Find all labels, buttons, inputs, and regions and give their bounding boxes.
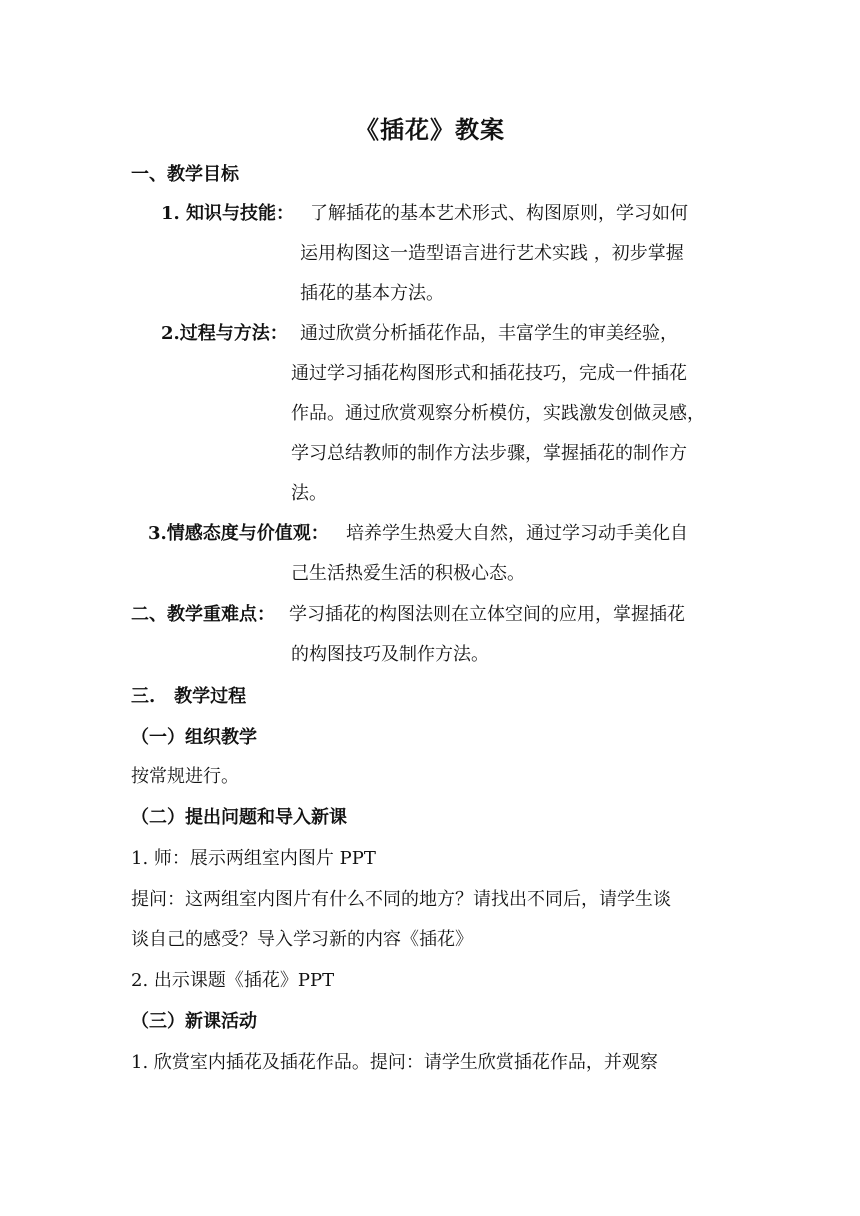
body-line: 1. 师：展示两组室内图片 PPT [131,848,376,869]
key-points-line: 的构图技巧及制作方法。 [291,644,489,665]
body-line: 提问：这两组室内图片有什么不同的地方？请找出不同后，请学生谈 [131,889,671,910]
section-heading-objectives: 一、教学目标 [131,164,239,185]
body-line: 2. 出示课题《插花》PPT [131,970,335,991]
key-points-line: 学习插花的构图法则在立体空间的应用，掌握插花 [289,604,685,625]
objective-2-line: 通过学习插花构图形式和插花技巧，完成一件插花 [291,363,687,384]
objective-2-line: 通过欣赏分析插花作品，丰富学生的审美经验， [300,323,678,344]
part-heading-organize: （一）组织教学 [131,727,257,748]
objective-2-line: 作品。通过欣赏观察分析模仿，实践激发创做灵感， [291,403,705,424]
objective-3-label: 3.情感态度与价值观： [148,523,329,544]
objective-2-line: 法。 [291,483,327,504]
body-line: 谈自己的感受？导入学习新的内容《插花》 [131,929,473,950]
body-line: 1. 欣赏室内插花及插花作品。提问：请学生欣赏插花作品，并观察 [131,1052,658,1073]
document-title: 《插花》教案 [355,115,505,144]
body-line: 按常规进行。 [131,766,239,787]
objective-1-label: 1. 知识与技能： [161,203,295,224]
objective-2-label: 2.过程与方法： [161,323,288,344]
objective-1-line: 插花的基本方法。 [300,283,444,304]
objective-3-line: 己生活热爱生活的积极心态。 [291,563,525,584]
objective-3-line: 培养学生热爱大自然，通过学习动手美化自 [346,523,688,544]
objective-2-line: 学习总结教师的制作方法步骤，掌握插花的制作方 [291,443,687,464]
objective-1-line: 运用构图这一造型语言进行艺术实践 ，初步掌握 [300,243,684,264]
part-heading-introduce: （二）提出问题和导入新课 [131,807,347,828]
objective-1-line: 了解插花的基本艺术形式、构图原则，学习如何 [310,203,688,224]
section-heading-process: 三. 教学过程 [131,686,247,707]
section-heading-key-points: 二、教学重难点： [131,604,275,625]
part-heading-new-lesson: （三）新课活动 [131,1011,257,1032]
